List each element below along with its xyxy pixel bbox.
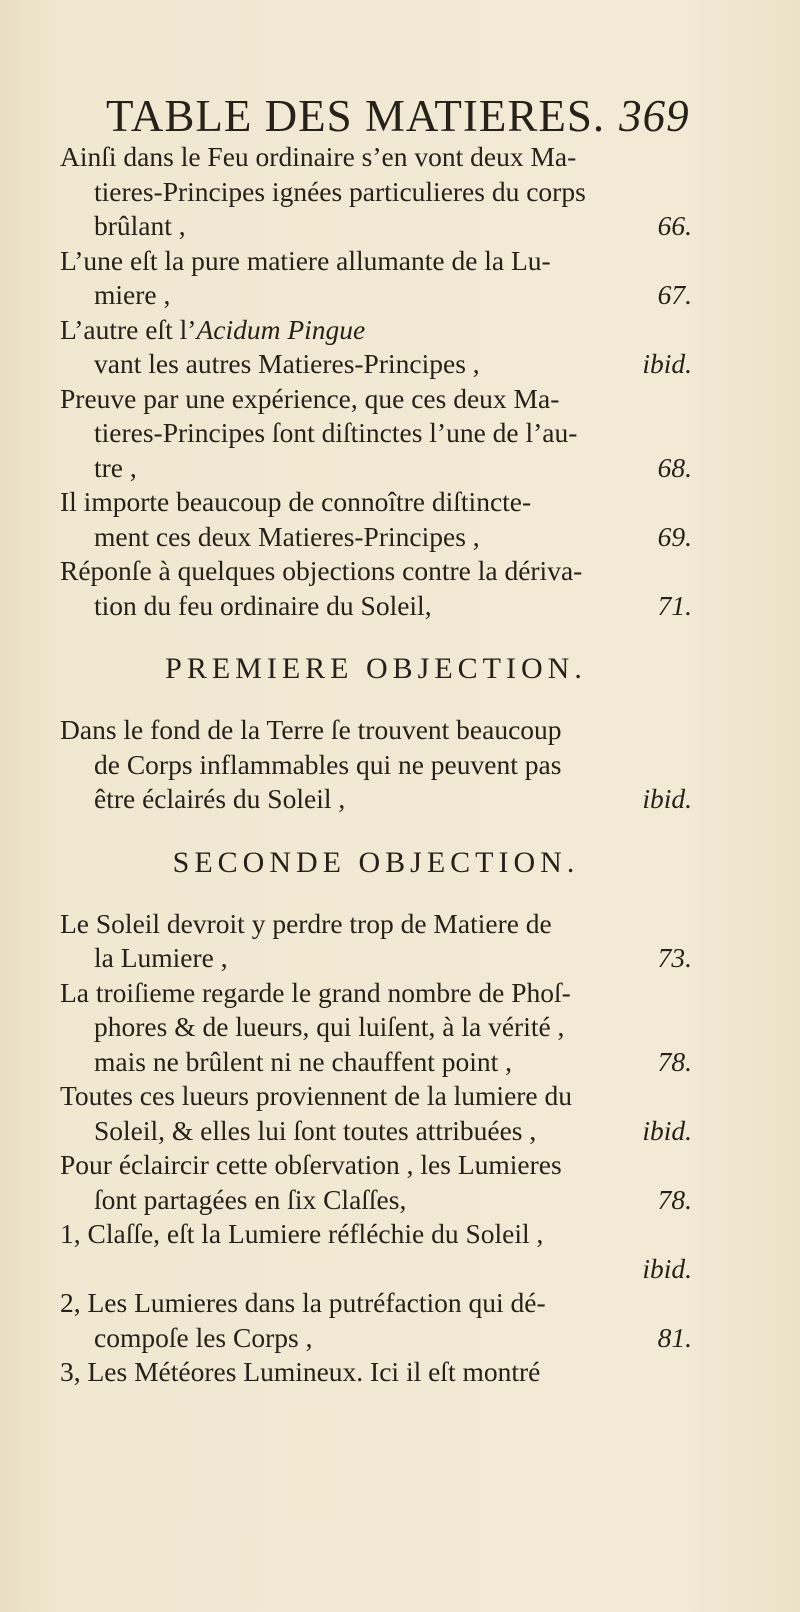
- toc-entry: [60, 244, 692, 313]
- page-ref: ibid.: [642, 1114, 692, 1146]
- toc-entry: [60, 1355, 692, 1390]
- table-of-contents: [60, 140, 692, 1390]
- toc-entry: [60, 485, 692, 554]
- section-heading: PREMIERE OBJECTION.: [165, 652, 587, 685]
- entry-line: Toutes ces lueurs proviennent de la lumiere du: [60, 1080, 573, 1111]
- entry-line: brûlant , 66.: [60, 209, 692, 244]
- entry-line: Preuve par une expérience, que ces deux Ma-: [60, 382, 560, 414]
- entry-line: phores & de lueurs, qui luiſent, à la vérité ,: [94, 1011, 565, 1042]
- entry-line: tre , 68.: [60, 451, 692, 486]
- page-ref: ibid.: [642, 783, 692, 814]
- entry-line: Soleil, & elles lui ſont toutes attribuées , ibid.: [60, 1114, 692, 1149]
- entry-line: [60, 1252, 692, 1287]
- header-title: TABLE DES MATIERES.: [106, 91, 606, 141]
- section-heading: SECONDE OBJECTION.: [172, 845, 580, 879]
- entry-line: 1, Claſſe, eſt la Lumiere réfléchie du Soleil ,: [60, 1218, 544, 1249]
- entry-line: être éclairés du Soleil , ibid.: [60, 782, 692, 817]
- entry-line: compoſe les Corps , 81.: [60, 1321, 692, 1356]
- entry-line: la Lumiere , 73.: [60, 941, 692, 976]
- entry-line: 3, Les Météores Lumineux. Ici il eſt montré: [60, 1356, 541, 1387]
- toc-entry: [60, 140, 692, 244]
- entry-line: 2, Les Lumieres dans la putréfaction qui dé-: [60, 1287, 546, 1318]
- page-ref: 73.: [657, 942, 692, 973]
- toc-entry: [60, 313, 692, 382]
- entry-line: tion du feu ordinaire du Soleil, 71.: [60, 589, 692, 624]
- toc-entry: [60, 1148, 692, 1217]
- entry-line: Il importe beaucoup de connoître diſtincte-: [60, 486, 532, 517]
- page-ref: 66.: [657, 210, 692, 241]
- entry-line: ſont partagées en ſix Claſſes, 78.: [60, 1183, 692, 1218]
- running-header: [106, 90, 706, 142]
- page-ref: 78.: [657, 1183, 692, 1215]
- entry-line: mais ne brûlent ni ne chauffent point , 78.: [60, 1045, 692, 1080]
- page-number: 369: [619, 91, 690, 141]
- page-ref: 69.: [657, 520, 692, 552]
- entry-line: Dans le fond de la Terre ſe trouvent beaucoup: [60, 714, 562, 745]
- entry-line: Réponſe à quelques objections contre la dériva-: [60, 555, 583, 586]
- page-ref: 81.: [657, 1321, 692, 1353]
- toc-entry: [60, 1079, 692, 1148]
- entry-line: miere , 67.: [60, 278, 692, 313]
- entry-line: L’autre eſt l’Acidum Pingue: [60, 313, 366, 345]
- toc-entry: [60, 1217, 692, 1286]
- toc-entry: [60, 382, 692, 486]
- page-ref: ibid.: [642, 1252, 692, 1284]
- entry-line: Le Soleil devroit y perdre trop de Matiere de: [60, 907, 552, 939]
- page-ref: 67.: [657, 279, 692, 310]
- toc-entry: [60, 554, 692, 623]
- page-ref: ibid.: [642, 348, 692, 379]
- toc-entry: [60, 1286, 692, 1355]
- page-ref: 71.: [657, 589, 692, 621]
- entry-line: La troiſieme regarde le grand nombre de Phoſ-: [60, 976, 571, 1008]
- entry-line: L’une eſt la pure matiere allumante de la Lu-: [60, 244, 551, 276]
- entry-line: Pour éclaircir cette obſervation , les Lumieres: [60, 1149, 562, 1180]
- entry-line: ment ces deux Matieres-Principes , 69.: [60, 520, 692, 555]
- toc-entry: [60, 907, 692, 976]
- entry-line: de Corps inflammables qui ne peuvent pas: [94, 748, 562, 780]
- entry-line: vant les autres Matieres-Principes , ibid.: [60, 347, 692, 382]
- page-ref: 78.: [657, 1045, 692, 1077]
- toc-entry: [60, 713, 692, 817]
- entry-line: tieres-Principes ignées particulieres du corps: [94, 175, 586, 207]
- toc-entry: [60, 976, 692, 1080]
- entry-line: Ainſi dans le Feu ordinaire s’en vont deux Ma-: [60, 141, 577, 172]
- page-ref: 68.: [657, 451, 692, 483]
- entry-line: tieres-Principes ſont diſtinctes l’une de l’au-: [94, 417, 578, 448]
